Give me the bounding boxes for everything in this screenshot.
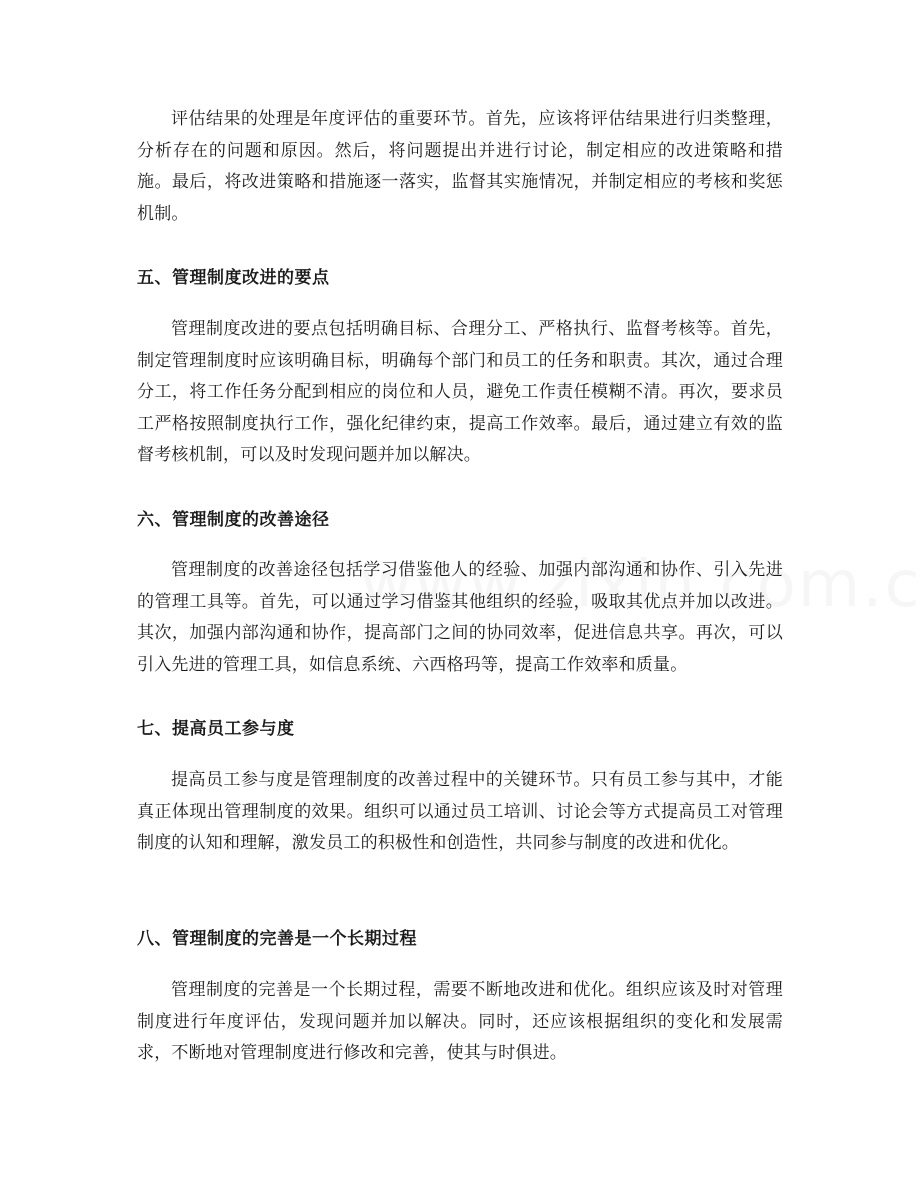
section-heading-7: 七、提高员工参与度 <box>137 719 295 739</box>
section-heading-6: 六、管理制度的改善途径 <box>137 510 330 530</box>
paragraph-improvement-approaches: 管理制度的改善途径包括学习借鉴他人的经验、加强内部沟通和协作、引入先进的管理工具等。首先，可以通过学习借鉴其他组织的经验，吸取其优点并加以改进。其次，加强内部沟通和协作，提高部门之间的协同效率，促进信息共享。再次，可以引入先进的管理工具，如信息系统、六西格玛等，提高工作效率和质量。 <box>137 560 783 675</box>
paragraph-evaluation-results: 评估结果的处理是年度评估的重要环节。首先，应该将评估结果进行归类整理，分析存在的问题和原因。然后，将问题提出并进行讨论，制定相应的改进策略和措施。最后，将改进策略和措施逐一落实，监督其实施情况，并制定相应的考核和奖惩机制。 <box>137 109 783 224</box>
paragraph-employee-participation: 提高员工参与度是管理制度的改善过程中的关键环节。只有员工参与其中，才能真正体现出管理制度的效果。组织可以通过员工培训、讨论会等方式提高员工对管理制度的认知和理解，激发员工的积极性和创造性，共同参与制度的改进和优化。 <box>137 770 783 853</box>
section-heading-5: 五、管理制度改进的要点 <box>137 268 330 288</box>
section-heading-8: 八、管理制度的完善是一个长期过程 <box>137 929 417 949</box>
paragraph-long-term-process: 管理制度的完善是一个长期过程，需要不断地改进和优化。组织应该及时对管理制度进行年度评估，发现问题并加以解决。同时，还应该根据组织的变化和发展需求，不断地对管理制度进行修改和完善，使其与时俱进。 <box>137 980 783 1063</box>
paragraph-improvement-key-points: 管理制度改进的要点包括明确目标、合理分工、严格执行、监督考核等。首先，制定管理制度时应该明确目标，明确每个部门和员工的任务和职责。其次，通过合理分工，将工作任务分配到相应的岗位和人员，避免工作责任模糊不清。再次，要求员工严格按照制度执行工作，强化纪律约束，提高工作效率。最后，通过建立有效的监督考核机制，可以及时发现问题并加以解决。 <box>137 319 783 465</box>
